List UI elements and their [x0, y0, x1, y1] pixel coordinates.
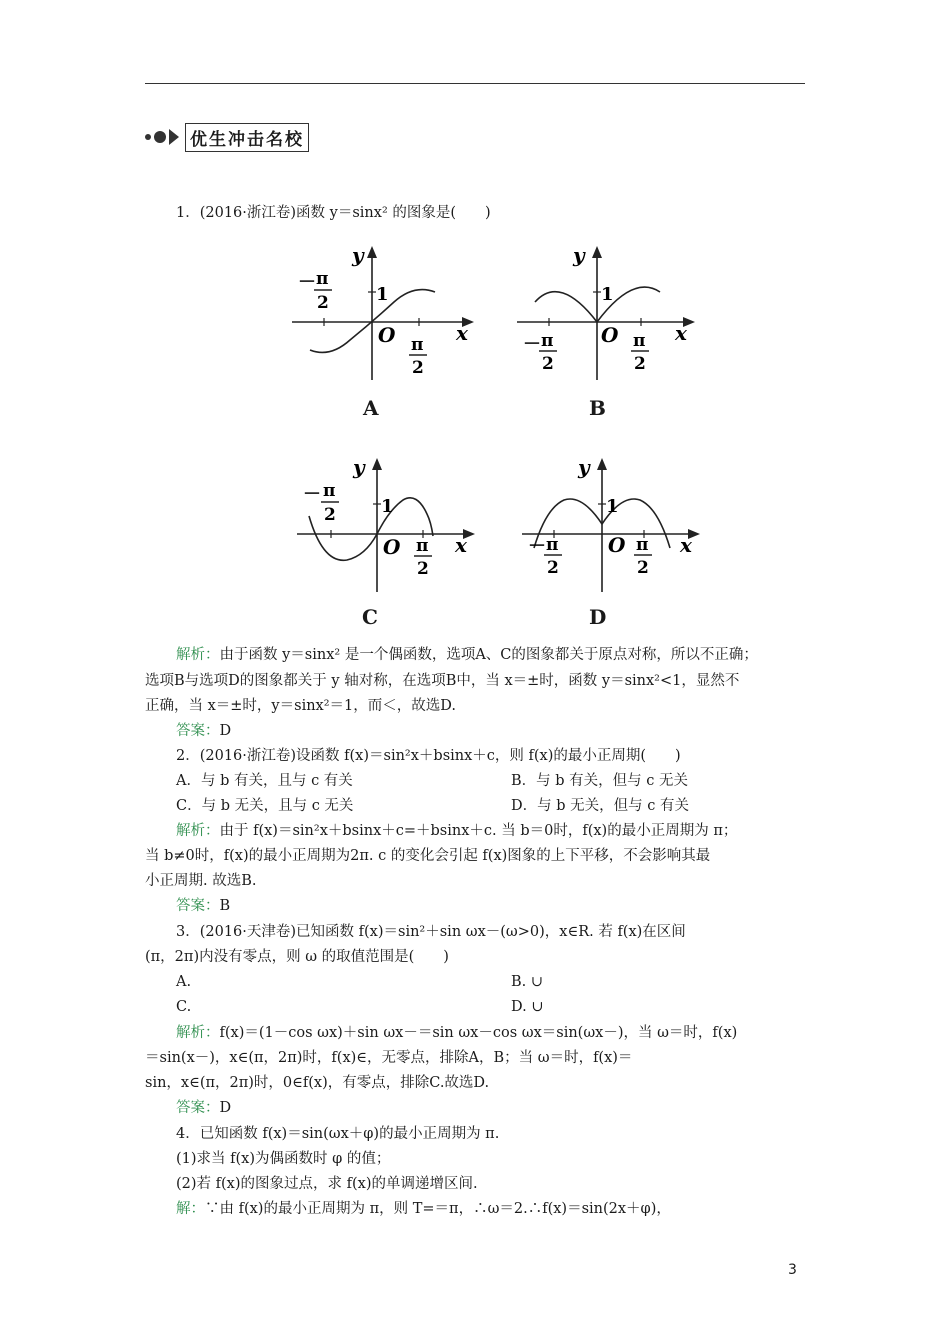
q2-option-d: D．与 b 无关，但与 c 有关	[511, 798, 689, 814]
answer-label: 答案：	[176, 723, 220, 739]
analysis-label: 解析：	[176, 1025, 220, 1041]
origin-label: O	[608, 533, 626, 557]
graph-b	[515, 240, 705, 394]
q4-part-1: (1)求当 f(x)为偶函数时 φ 的值；	[176, 1151, 391, 1167]
q3-stem-line-2: (π，2π)内没有零点，则 ω 的取值范围是( )	[145, 949, 449, 965]
q4-part-2: (2)若 f(x)的图象过点，求 f(x)的单调递增区间.	[176, 1176, 478, 1192]
one-label: 1	[376, 284, 389, 305]
q3-analysis-line-1: 解析：f(x)＝(1－cos ωx)＋sin ωx－＝sin ωx－cos ωx＝sin(ωx－)，当 ω＝时，f(x)	[176, 1025, 738, 1041]
x-axis-label: x	[680, 533, 692, 557]
two-label: 2	[634, 354, 646, 374]
solution-label: 解：	[176, 1201, 205, 1217]
two-label: 2	[317, 293, 329, 313]
q2-analysis-line-2: 当 b≠0时，f(x)的最小正周期为2π. c 的变化会引起 f(x)图象的上下平移，不会影响其最	[145, 848, 711, 864]
q2-analysis-line-1: 解析：由于 f(x)＝sin²x＋bsinx＋c=＋bsinx＋c. 当 b＝0时，f(x)的最小正周期为 π；	[176, 823, 738, 839]
y-axis-label: y	[573, 243, 585, 267]
q3-answer: 答案：D	[176, 1100, 232, 1116]
answer-label: 答案：	[176, 1100, 220, 1116]
q2-option-a: A．与 b 有关，且与 c 有关	[176, 773, 353, 789]
graph-d	[520, 452, 710, 606]
two-label: 2	[637, 558, 649, 578]
pi-label: π	[541, 331, 554, 351]
q3-option-b: B. ∪	[511, 974, 544, 990]
header-rule	[145, 83, 805, 84]
y-axis-label: y	[352, 243, 364, 267]
two-label: 2	[547, 558, 559, 578]
graph-c	[295, 452, 485, 606]
graph-c-label: C	[362, 605, 378, 629]
q2-option-b: B．与 b 有关，但与 c 无关	[511, 773, 688, 789]
two-label: 2	[324, 505, 336, 525]
pi-label: π	[636, 535, 649, 555]
q2-answer: 答案：B	[176, 898, 231, 914]
pi-label: π	[323, 481, 336, 501]
one-label: 1	[381, 496, 394, 517]
q2-option-c: C．与 b 无关，且与 c 无关	[176, 798, 354, 814]
neg-sign: －	[523, 334, 541, 355]
origin-label: O	[378, 323, 396, 347]
graph-a	[290, 240, 480, 394]
q2-stem: 2．(2016·浙江卷)设函数 f(x)＝sin²x＋bsinx＋c，则 f(x)的最小正周期( )	[176, 748, 681, 764]
origin-label: O	[601, 323, 619, 347]
q1-stem: 1．(2016·浙江卷)函数 y＝sinx² 的图象是( )	[176, 205, 491, 221]
pi-label: π	[546, 535, 559, 555]
origin-label: O	[383, 535, 401, 559]
q3-option-d: D. ∪	[511, 999, 544, 1015]
answer-label: 答案：	[176, 898, 220, 914]
q3-option-a: A.	[176, 974, 192, 990]
q3-analysis-line-2: ＝sin(x－)，x∈(π，2π)时，f(x)∈，无零点，排除A，B；当 ω＝时，f(x)＝	[145, 1050, 633, 1066]
y-axis-label: y	[578, 455, 590, 479]
y-axis-label: y	[353, 455, 365, 479]
neg-sign: －	[528, 536, 546, 557]
graph-b-label: B	[589, 396, 606, 420]
analysis-label: 解析：	[176, 823, 220, 839]
section-title: 优生冲击名校	[185, 123, 309, 152]
q3-option-c: C.	[176, 999, 192, 1015]
two-label: 2	[417, 559, 429, 579]
q1-analysis-line-1: 解析：由于函数 y＝sinx² 是一个偶函数，选项A、C的图象都关于原点对称，所以不正确；	[176, 647, 758, 663]
x-axis-label: x	[456, 321, 468, 345]
q4-stem: 4．已知函数 f(x)＝sin(ωx＋φ)的最小正周期为 π.	[176, 1126, 500, 1142]
pi-label: π	[316, 269, 329, 289]
one-label: 1	[601, 284, 614, 305]
q4-solution-line-1: 解：∵由 f(x)的最小正周期为 π，则 T=＝π，∴ω＝2.∴f(x)＝sin(2x＋φ)，	[176, 1201, 671, 1217]
neg-sign: －	[303, 484, 321, 505]
graph-d-label: D	[589, 605, 607, 629]
x-axis-label: x	[455, 533, 467, 557]
analysis-label: 解析：	[176, 647, 220, 663]
page-number: 3	[788, 1262, 797, 1278]
section-heading	[145, 124, 309, 150]
q2-analysis-line-3: 小正周期. 故选B.	[145, 873, 257, 889]
q1-analysis-line-3: 正确，当 x＝±时，y＝sinx²＝1，而＜，故选D.	[145, 698, 456, 714]
graph-a-label: A	[363, 396, 379, 420]
x-axis-label: x	[675, 321, 687, 345]
one-label: 1	[606, 496, 619, 517]
two-label: 2	[542, 354, 554, 374]
q1-answer: 答案：D	[176, 723, 232, 739]
q1-analysis-line-2: 选项B与选项D的图象都关于 y 轴对称，在选项B中，当 x＝±时，函数 y＝sinx²<1，显然不	[145, 673, 740, 689]
bullet-dots-icon	[145, 129, 179, 145]
pi-label: π	[411, 335, 424, 355]
q3-stem-line-1: 3．(2016·天津卷)已知函数 f(x)＝sin²＋sin ωx－(ω>0)，x∈R. 若 f(x)在区间	[176, 924, 686, 940]
two-label: 2	[412, 358, 424, 378]
q3-analysis-line-3: sin，x∈(π，2π)时，0∈f(x)，有零点，排除C.故选D.	[145, 1075, 490, 1091]
neg-sign: －	[298, 272, 316, 293]
pi-label: π	[416, 536, 429, 556]
pi-label: π	[633, 331, 646, 351]
